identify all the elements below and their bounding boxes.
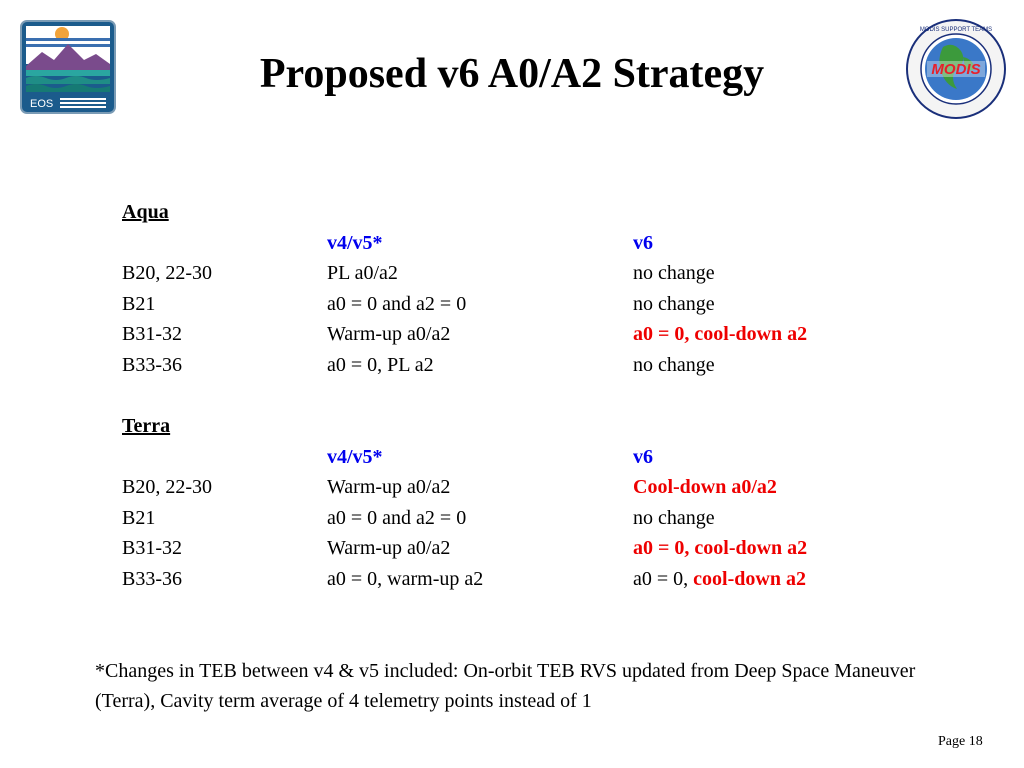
terra-col-old: v4/v5* — [327, 445, 383, 468]
band-cell: B31-32 — [122, 537, 182, 559]
new-cell-prefix: a0 = 0, — [633, 567, 694, 590]
new-cell — [633, 564, 806, 595]
new-cell: no change — [633, 353, 715, 376]
strategy-table — [122, 197, 922, 594]
new-cell: no change — [633, 506, 715, 529]
table-row — [122, 319, 922, 350]
band-cell: B20, 22-30 — [122, 262, 212, 284]
table-row — [122, 564, 922, 595]
old-cell: Warm-up a0/a2 — [327, 476, 451, 498]
aqua-col-old: v4/v5* — [327, 231, 383, 254]
modis-logo-text: MODIS — [931, 61, 981, 78]
table-row — [122, 472, 922, 503]
slide-title: Proposed v6 A0/A2 Strategy — [259, 51, 765, 97]
terra-heading: Terra — [122, 415, 171, 437]
band-cell: B21 — [122, 506, 156, 529]
section-gap — [122, 380, 922, 411]
table-row — [122, 503, 922, 534]
terra-col-new: v6 — [633, 445, 653, 468]
new-cell: no change — [633, 292, 715, 315]
band-cell: B31-32 — [122, 323, 182, 345]
old-cell: a0 = 0 and a2 = 0 — [327, 292, 467, 315]
table-row — [122, 258, 922, 289]
band-cell: B33-36 — [122, 567, 182, 590]
eos-logo-text: EOS — [30, 98, 54, 110]
new-cell-highlight: cool-down a2 — [693, 567, 806, 590]
aqua-col-new: v6 — [633, 231, 653, 254]
band-cell: B21 — [122, 292, 156, 315]
band-cell: B33-36 — [122, 353, 182, 376]
old-cell: PL a0/a2 — [327, 262, 398, 284]
new-cell: a0 = 0, cool-down a2 — [633, 323, 808, 345]
new-cell: Cool-down a0/a2 — [633, 476, 777, 498]
new-cell: no change — [633, 262, 715, 284]
aqua-column-headers — [122, 228, 922, 259]
terra-heading-row — [122, 411, 922, 442]
footnote: *Changes in TEB between v4 & v5 included: On-orbit TEB RVS updated from Deep Space Maneuver (Terra), Cavity term average of 4 telemetry points instead of 1 — [95, 660, 916, 712]
table-row — [122, 533, 922, 564]
page-number: Page 18 — [938, 734, 983, 749]
modis-ring-text: MODIS SUPPORT TEAMS — [919, 27, 993, 33]
aqua-heading-row — [122, 197, 922, 228]
terra-column-headers — [122, 442, 922, 473]
band-cell: B20, 22-30 — [122, 476, 212, 498]
old-cell: a0 = 0, PL a2 — [327, 353, 434, 376]
aqua-heading: Aqua — [122, 201, 169, 223]
new-cell: a0 = 0, cool-down a2 — [633, 537, 808, 559]
table-row — [122, 350, 922, 381]
old-cell: Warm-up a0/a2 — [327, 537, 451, 559]
old-cell: Warm-up a0/a2 — [327, 323, 451, 345]
old-cell: a0 = 0, warm-up a2 — [327, 567, 484, 590]
table-row — [122, 289, 922, 320]
old-cell: a0 = 0 and a2 = 0 — [327, 506, 467, 529]
